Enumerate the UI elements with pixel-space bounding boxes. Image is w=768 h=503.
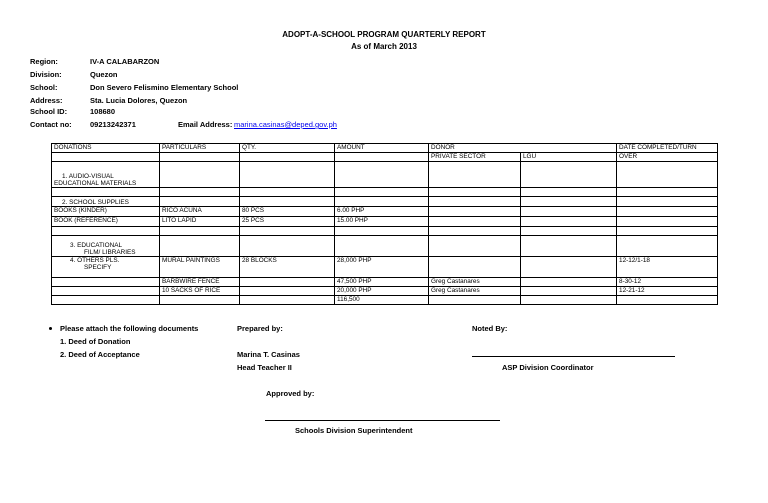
address-value: Sta. Lucia Dolores, Quezon [90,96,188,105]
approver-title: Schools Division Superintendent [295,426,413,435]
doc-deed-of-donation: 1. Deed of Donation [60,337,131,346]
school-id-label: School ID: [30,107,68,116]
table-row [52,227,718,236]
table-row [52,162,718,188]
category-audio-visual: 1. AUDIO-VISUAL EDUCATIONAL MATERIALS [52,162,160,188]
noted-by-label: Noted By: [472,324,508,333]
doc-deed-of-acceptance: 2. Deed of Acceptance [60,350,140,359]
prepared-by-label: Prepared by: [237,324,283,333]
contact-value: 09213242371 [90,120,136,129]
header-private-sector: PRIVATE SECTOR [429,153,521,162]
table-header-row [52,144,718,153]
division-value: Quezon [90,70,118,79]
header-turnover: OVER [617,153,718,162]
header-donor: DONOR [429,144,617,153]
header-donations: DONATIONS [52,144,160,153]
approved-signature-line [265,420,500,421]
approved-by-label: Approved by: [266,389,315,398]
contact-label: Contact no: [30,120,72,129]
header-particulars: PARTICULARS [160,144,240,153]
school-label: School: [30,83,58,92]
category-educational-film: 3. EDUCATIONAL FILM/ LIBRARIES [52,236,160,257]
donations-table [51,143,718,305]
noted-title: ASP Division Coordinator [502,363,594,372]
table-row: 10 SACKS OF RICE 20,000 PHP Greg Castanares 12-21-12 [52,287,718,296]
table-row [52,197,718,207]
school-id-value: 108680 [90,107,116,116]
table-total-row [52,296,718,305]
header-amount: AMOUNT [335,144,429,153]
region-label: Region: [30,57,58,66]
school-value: Don Severo Felismino Elementary School [90,83,239,92]
email-link[interactable]: marina.casinas@deped.gov.ph [234,120,337,129]
header-date-completed: DATE COMPLETED/TURN [617,144,718,153]
table-row: BARBWIRE FENCE 47,500 PHP Greg Castanares 8-30-12 [52,278,718,287]
attach-note: Please attach the following documents [60,324,199,333]
bullet-icon [49,327,52,330]
category-school-supplies: 2. SCHOOL SUPPLIES [52,197,160,207]
header-qty: QTY. [240,144,335,153]
region-value: IV-A CALABARZON [90,57,160,66]
email-label: Email Address: [178,120,233,129]
preparer-title: Head Teacher II [237,363,292,372]
table-row [52,188,718,197]
report-title: ADOPT-A-SCHOOL PROGRAM QUARTERLY REPORT [282,30,486,39]
preparer-name: Marina T. Casinas [237,350,300,359]
category-others: 4. OTHERS PLS. SPECIFY [52,257,160,278]
report-date: As of March 2013 [351,42,417,51]
table-row [52,236,718,257]
table-row: 4. OTHERS PLS. SPECIFY MURAL PAINTINGS 28 BLOCKS 28,000 PHP 12-12/1-18 [52,257,718,278]
address-label: Address: [30,96,63,105]
total-amount: 116,500 [335,296,429,305]
division-label: Division: [30,70,62,79]
table-row: BOOKS (KINDER) RICO ACUNA 80 PCS 6.00 PHP [52,207,718,217]
noted-signature-line [472,356,675,357]
header-lgu: LGU [521,153,617,162]
table-subheader-row [52,153,718,162]
table-row: BOOK (REFERENCE) LITO LAPID 25 PCS 15.00 PHP [52,217,718,227]
